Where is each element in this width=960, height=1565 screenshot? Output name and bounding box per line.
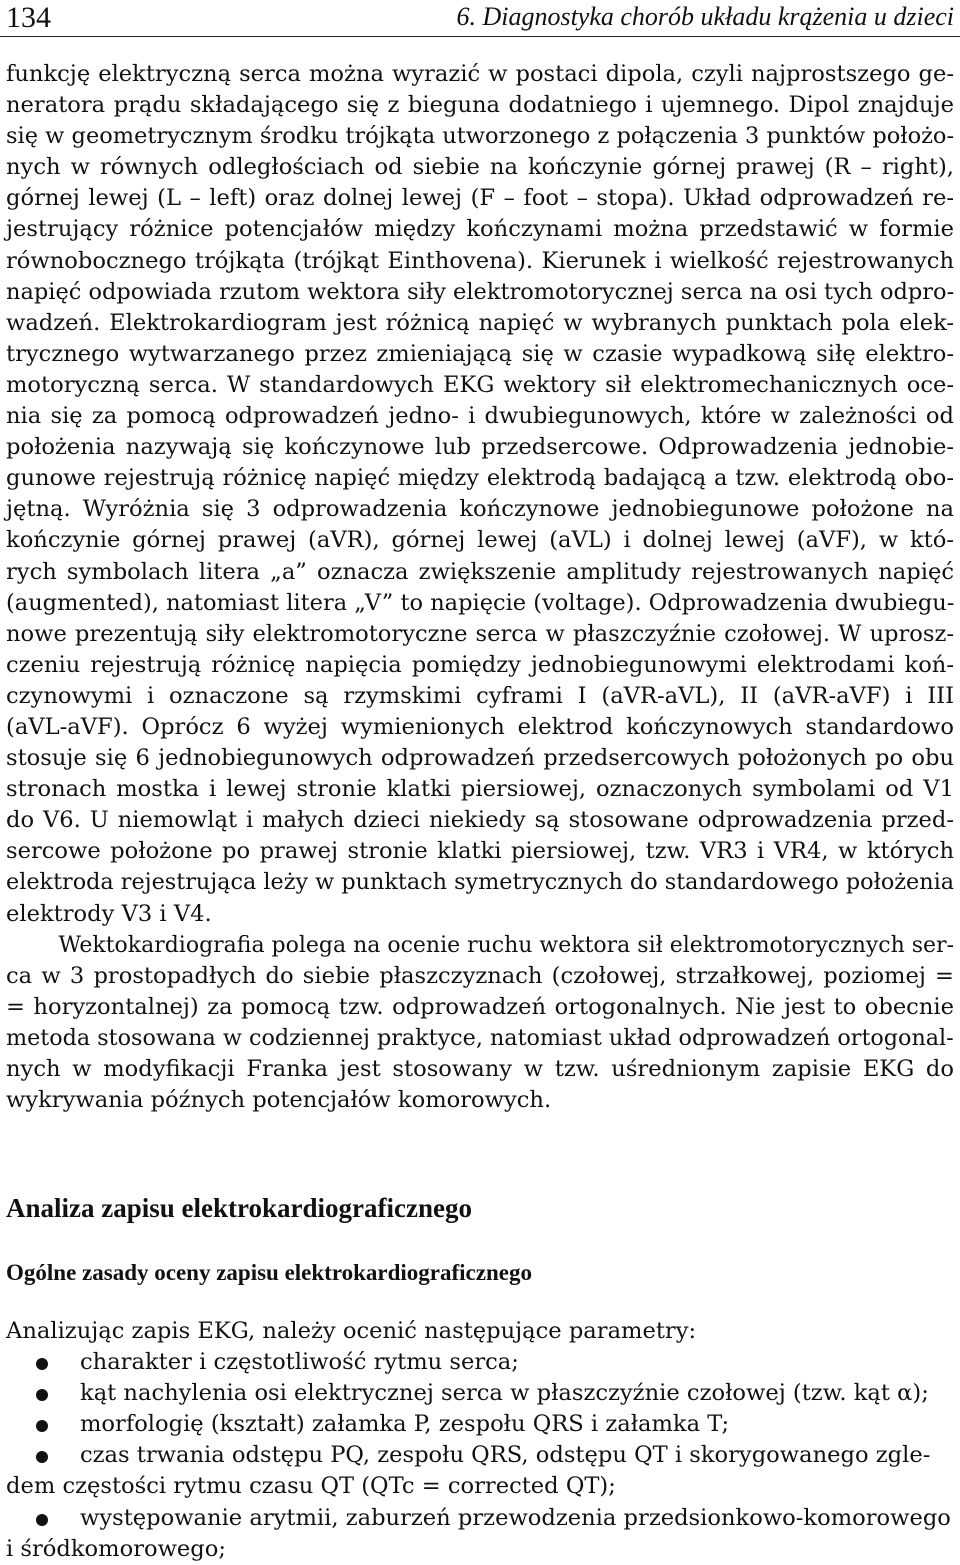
text-line: czeniu rejestrują różnicę napięcia pomiędzy jednobiegunowymi elektrodami koń- (6, 651, 954, 678)
text-line: neratora prądu składającego się z bieguna dodatniego i ujemnego. Dipol znajduje (6, 92, 954, 119)
text-line: napięć odpowiada rzutom wektora siły elektromotorycznej serca na osi tych odpro- (6, 278, 955, 305)
paragraph-1 (6, 59, 954, 930)
text-line: ca w 3 prostopadłych do siebie płaszczyznach (czołowej, strzałkowej, poziomej = (6, 962, 954, 989)
text-line: czynowymi i oznaczone są rzymskimi cyframi I (aVR-aVL), II (aVR-aVF) i III (6, 682, 954, 709)
list-item-text: występowanie arytmii, zaburzeń przewodzenia przedsionkowo-komorowego (80, 1504, 951, 1531)
list-item (6, 1440, 954, 1471)
text-line: się w geometrycznym środku trójkąta utworzonego z połączenia 3 punktów położo- (6, 123, 955, 150)
text-line: wadzeń. Elektrokardiogram jest różnicą napięć w wybranych punktach pola elek- (6, 309, 954, 336)
text-line: nych w modyfikacji Franka jest stosowany w tzw. uśrednionym zapisie EKG do (6, 1056, 954, 1082)
subsection-heading: Ogólne zasady oceny zapisu elektrokardiograficznego (6, 1260, 532, 1285)
list-item-text: czas trwania odstępu PQ, zespołu QRS, odstępu QT i skorygowanego zgle- (80, 1442, 931, 1469)
text-line: wykrywania późnych potencjałów komorowych. (6, 1087, 552, 1114)
list-item-text: morfologię (kształt) załamka P, zespołu QRS i załamka T; (80, 1411, 730, 1438)
body-text (6, 59, 954, 1116)
text-line: (augmented), natomiast litera „V” to napięcie (voltage). Odprowadzenia dwubiegu- (6, 589, 955, 616)
text-line: nia się za pomocą odprowadzeń jedno- i dwubiegunowych, które w zależności od (6, 403, 954, 430)
list-intro: Analizując zapis EKG, należy ocenić następujące parametry: (6, 1318, 697, 1344)
text-line: nowe prezentują siły elektromotoryczne serca w płaszczyźnie czołowej. W uprosz- (6, 620, 954, 647)
text-line: do V6. U niemowląt i małych dzieci niekiedy są stosowane odprowadzenia przed- (6, 807, 954, 834)
text-line: gunowe rejestrują różnicę napięć między elektrodą badającą a tzw. elektrodą obo- (6, 465, 954, 492)
text-line: motoryczną serca. W standardowych EKG wektory sił elektromechanicznych oce- (6, 371, 954, 398)
text-line: nych w równych odległościach od siebie na kończynie górnej prawej (R – right), (6, 154, 954, 181)
bullet-icon (36, 1420, 48, 1432)
text-line: (aVL-aVF). Oprócz 6 wyżej wymienionych elektrod kończynowych standardowo (6, 713, 954, 740)
list-item-continuation: dem częstości rytmu czasu QT (QTc = corrected QT); (6, 1473, 616, 1500)
bullet-icon (36, 1514, 48, 1526)
text-line: metoda stosowana w codziennej praktyce, natomiast układ odprowadzeń ortogonal- (6, 1024, 954, 1051)
text-line: Wektokardiografia polega na ocenie ruchu wektora sił elektromotorycznych ser- (58, 931, 954, 958)
text-line: położenia nazywają się kończynowe lub przedsercowe. Odprowadzenia jednobie- (6, 434, 954, 461)
page-header (0, 0, 960, 37)
list-item (6, 1347, 954, 1378)
text-line: stronach mostka i lewej stronie klatki piersiowej, oznaczonych symbolami od V1 (6, 776, 954, 803)
list-item (6, 1409, 954, 1440)
text-line: sercowe położone po prawej stronie klatki piersiowej, tzw. VR3 i VR4, w których (6, 838, 954, 865)
text-line: = horyzontalnej) za pomocą tzw. odprowadzeń ortogonalnych. Nie jest to obecnie (6, 993, 954, 1020)
text-line: górnej lewej (L – left) oraz dolnej lewej (F – foot – stopa). Układ odprowadzeń re- (6, 185, 954, 212)
text-line: jętną. Wyróżnia się 3 odprowadzenia kończynowe jednobiegunowe położone na (6, 496, 954, 523)
text-line: kończynie górnej prawej (aVR), górnej lewej (aVL) i dolnej lewej (aVF), w któ- (6, 527, 954, 554)
text-line: trycznego wytwarzanego przez zmieniającą się w czasie wypadkową siłę elektro- (6, 340, 954, 367)
text-line: funkcję elektryczną serca można wyrazić w postaci dipola, czyli najprostszego ge- (6, 61, 954, 87)
text-line: elektroda rejestrująca leży w punktach symetrycznych do standardowego położenia (6, 869, 955, 896)
section-heading: Analiza zapisu elektrokardiograficznego (6, 1193, 472, 1223)
running-head: 6. Diagnostyka chorób układu krążenia u dzieci (456, 2, 954, 31)
text-line: jestrujący różnice potencjałów między kończynami można przedstawić w formie (6, 216, 954, 243)
bullet-icon (36, 1451, 48, 1463)
text-line: elektrody V3 i V4. (6, 900, 212, 927)
list-item (6, 1378, 954, 1409)
text-line: rych symbolach litera „a” oznacza zwiększenie amplitudy rejestrowanych napięć (6, 558, 954, 585)
paragraph-2 (6, 930, 954, 1117)
text-line: stosuje się 6 jednobiegunowych odprowadzeń przedsercowych położonych po obu (6, 745, 954, 772)
list-item-text: charakter i częstotliwość rytmu serca; (80, 1349, 519, 1376)
parameter-list (6, 1316, 954, 1565)
bullet-icon (36, 1389, 48, 1401)
list-item-text: kąt nachylenia osi elektrycznej serca w płaszczyźnie czołowej (tzw. kąt α); (80, 1380, 929, 1407)
list-item (6, 1503, 954, 1534)
bullet-icon (36, 1358, 48, 1370)
text-line: równobocznego trójkąta (trójkąt Einthovena). Kierunek i wielkość rejestrowanych (6, 247, 954, 274)
list-item-continuation: i śródkomorowego; (6, 1535, 226, 1562)
page-number: 134 (6, 1, 51, 34)
